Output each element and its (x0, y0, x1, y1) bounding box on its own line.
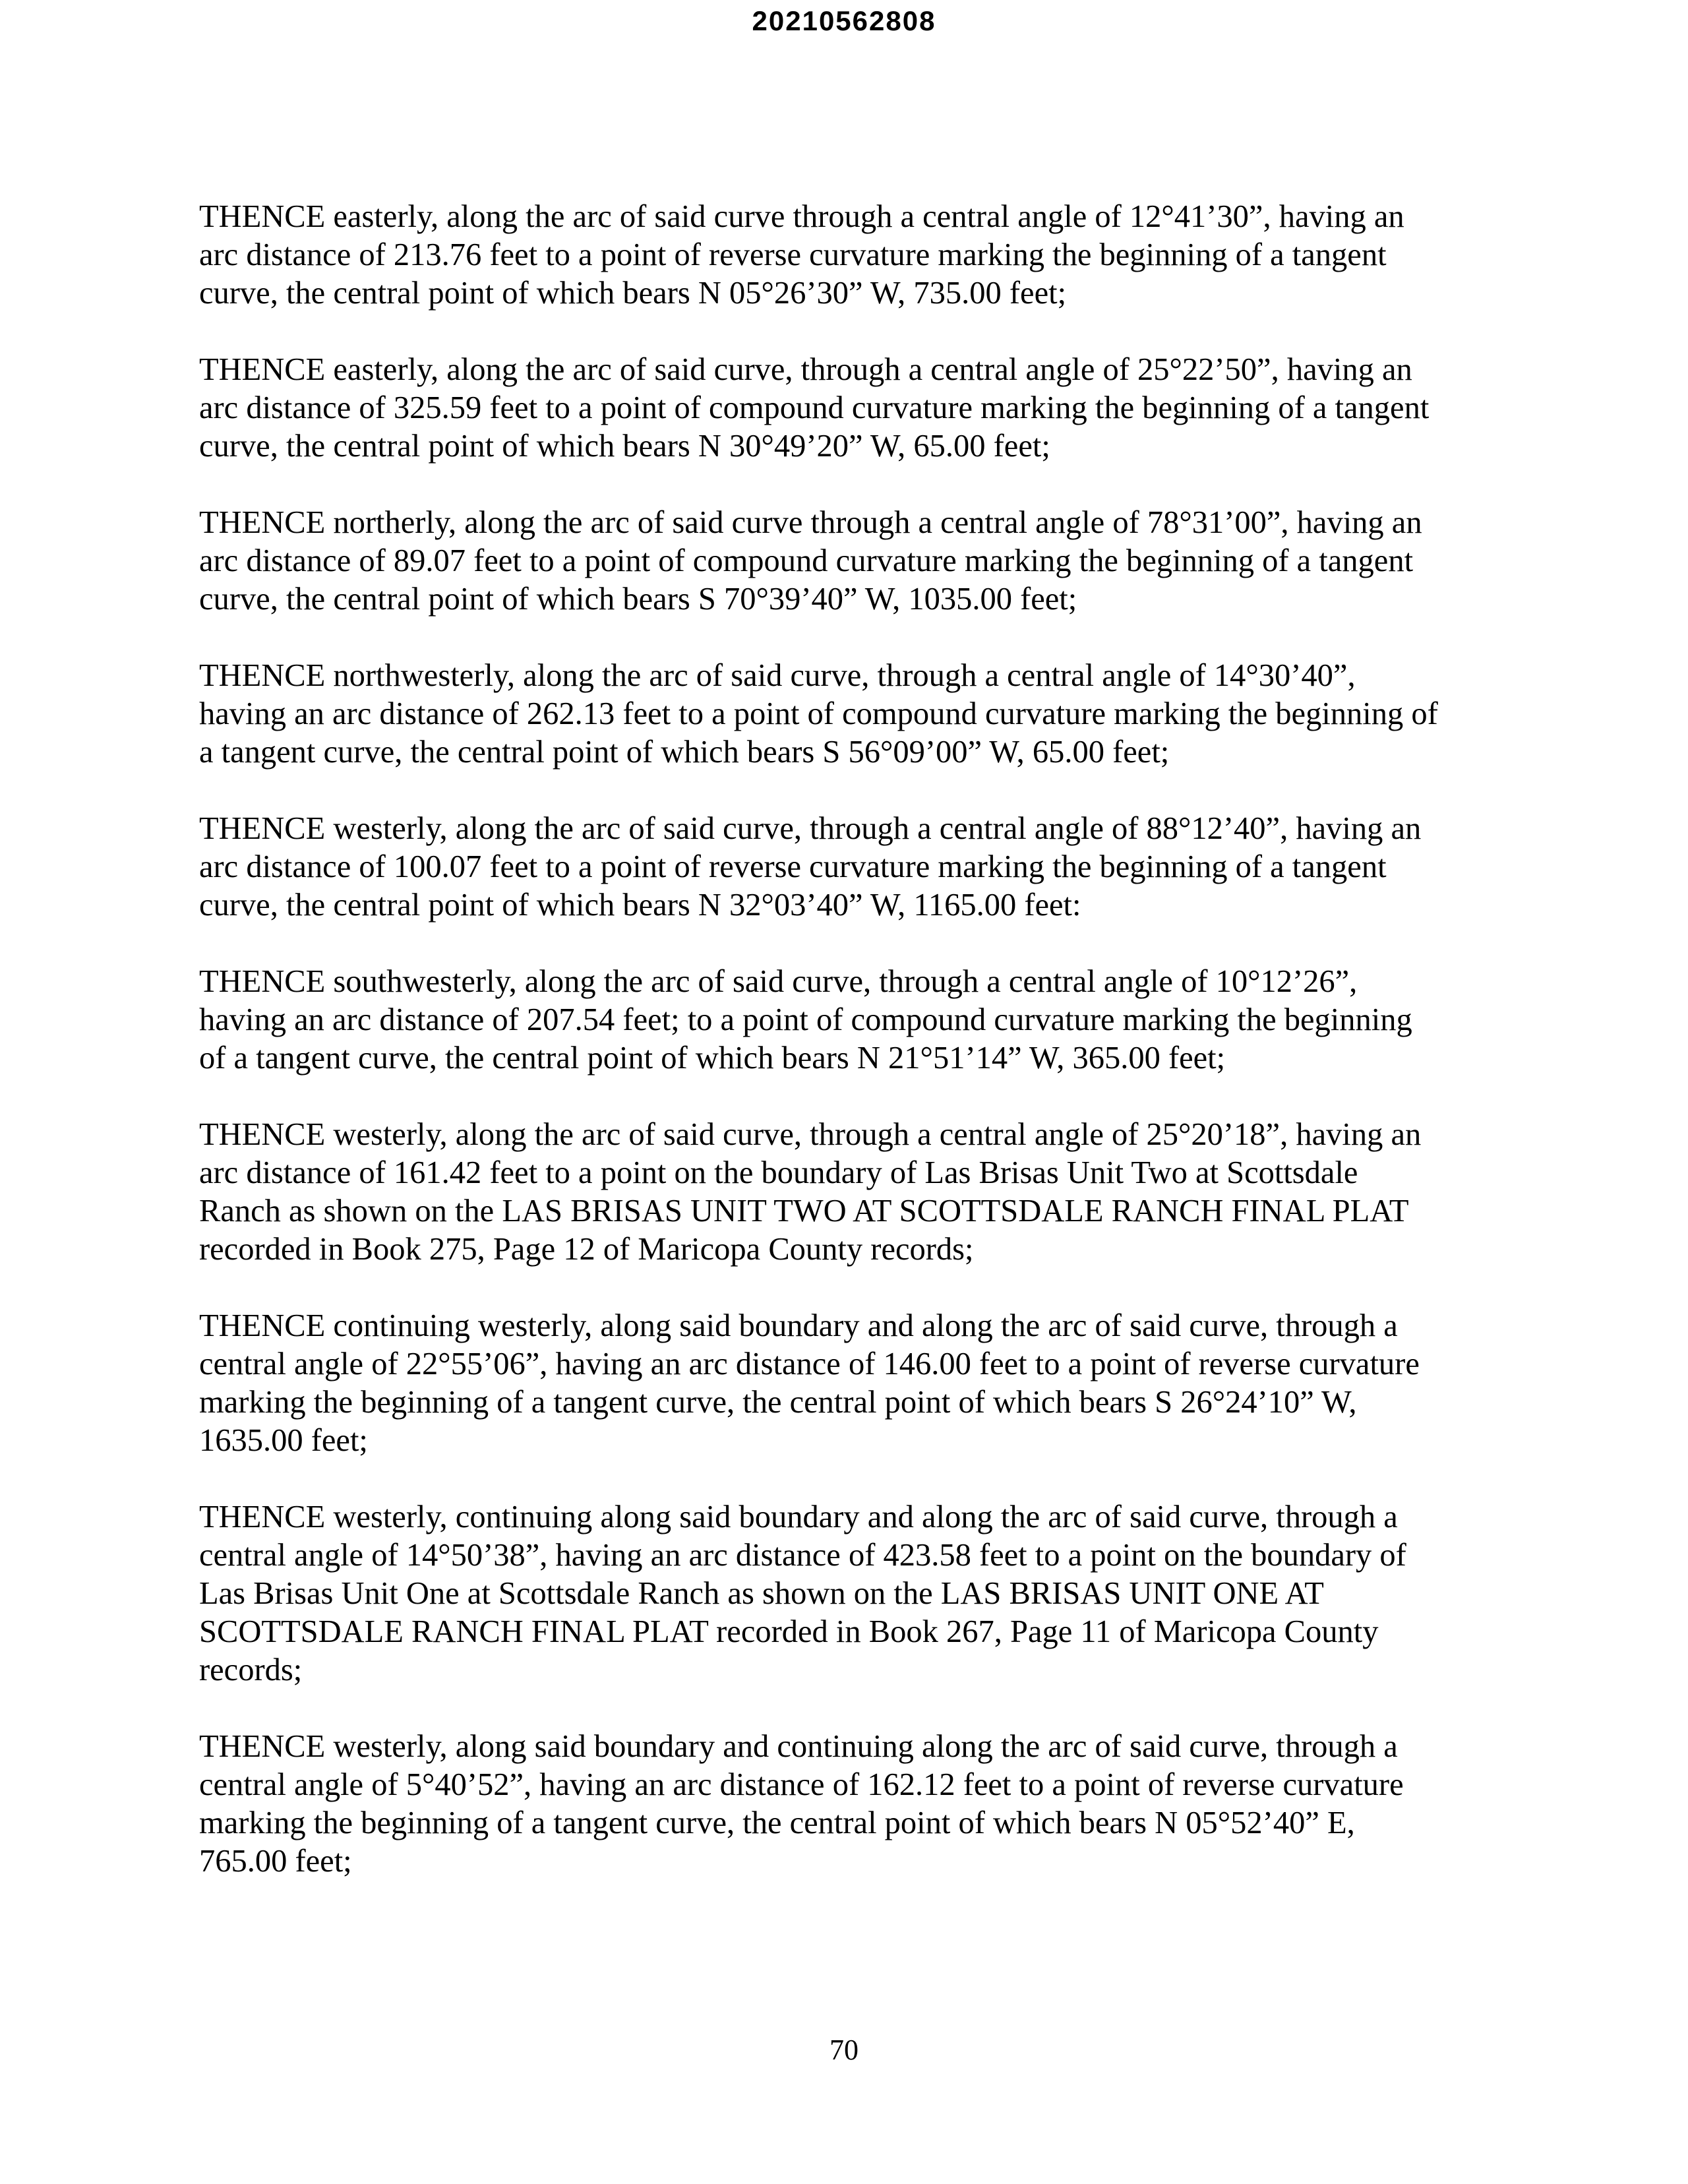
thence-paragraph (199, 504, 1492, 619)
text-line: Las Brisas Unit One at Scottsdale Ranch as shown on the LAS BRISAS UNIT ONE AT (199, 1576, 1324, 1611)
text-line: marking the beginning of a tangent curve, the central point of which bears S 26°24’10” W, (199, 1385, 1357, 1420)
text-line: SCOTTSDALE RANCH FINAL PLAT recorded in Book 267, Page 11 of Maricopa County (199, 1614, 1379, 1649)
text-line: 1635.00 feet; (199, 1423, 368, 1458)
text-line: THENCE easterly, along the arc of said curve through a central angle of 12°41’30”, having an (199, 199, 1404, 234)
text-line: arc distance of 213.76 feet to a point of reverse curvature marking the beginning of a tangent (199, 237, 1387, 272)
text-line: Ranch as shown on the LAS BRISAS UNIT TWO AT SCOTTSDALE RANCH FINAL PLAT (199, 1194, 1409, 1228)
text-line: central angle of 5°40’52”, having an arc distance of 162.12 feet to a point of reverse curvature (199, 1767, 1404, 1802)
text-line: curve, the central point of which bears S 70°39’40” W, 1035.00 feet; (199, 582, 1077, 617)
text-line: THENCE southwesterly, along the arc of said curve, through a central angle of 10°12’26”, (199, 964, 1358, 999)
text-line: THENCE easterly, along the arc of said curve, through a central angle of 25°22’50”, having an (199, 352, 1412, 387)
text-line: THENCE westerly, along the arc of said curve, through a central angle of 25°20’18”, having an (199, 1117, 1422, 1152)
thence-paragraph (199, 1116, 1492, 1269)
text-line: curve, the central point of which bears N 05°26’30” W, 735.00 feet; (199, 276, 1067, 311)
text-line: THENCE westerly, continuing along said boundary and along the arc of said curve, through a (199, 1500, 1398, 1534)
document-number: 20210562808 (752, 5, 936, 36)
text-line: THENCE northwesterly, along the arc of said curve, through a central angle of 14°30’40”, (199, 658, 1356, 693)
text-line: THENCE northerly, along the arc of said curve through a central angle of 78°31’00”, having an (199, 505, 1422, 540)
thence-paragraph (199, 198, 1492, 313)
thence-paragraph (199, 1498, 1492, 1689)
thence-paragraph (199, 351, 1492, 466)
text-line: THENCE westerly, along the arc of said curve, through a central angle of 88°12’40”, having an (199, 811, 1422, 846)
text-line: arc distance of 325.59 feet to a point of compound curvature marking the beginning of a tangent (199, 390, 1430, 425)
text-line: arc distance of 89.07 feet to a point of compound curvature marking the beginning of a tangent (199, 543, 1414, 578)
page-number: 70 (829, 2034, 859, 2066)
thence-paragraph (199, 963, 1492, 1077)
text-line: 765.00 feet; (199, 1844, 352, 1879)
text-line: arc distance of 100.07 feet to a point of reverse curvature marking the beginning of a tangent (199, 849, 1387, 884)
text-line: records; (199, 1653, 303, 1687)
thence-paragraph (199, 657, 1492, 772)
legal-description-body (199, 198, 1492, 1919)
text-line: THENCE continuing westerly, along said boundary and along the arc of said curve, through a (199, 1308, 1398, 1343)
thence-paragraph (199, 1307, 1492, 1460)
text-line: curve, the central point of which bears N 30°49’20” W, 65.00 feet; (199, 429, 1050, 464)
text-line: arc distance of 161.42 feet to a point on the boundary of Las Brisas Unit Two at Scottsdale (199, 1155, 1358, 1190)
text-line: recorded in Book 275, Page 12 of Maricopa County records; (199, 1232, 974, 1267)
text-line: a tangent curve, the central point of which bears S 56°09’00” W, 65.00 feet; (199, 735, 1170, 770)
text-line: central angle of 14°50’38”, having an arc distance of 423.58 feet to a point on the boundary of (199, 1538, 1406, 1573)
text-line: central angle of 22°55’06”, having an arc distance of 146.00 feet to a point of reverse curvature (199, 1347, 1420, 1381)
thence-paragraph (199, 810, 1492, 925)
text-line: curve, the central point of which bears N 32°03’40” W, 1165.00 feet: (199, 888, 1081, 923)
text-line: THENCE westerly, along said boundary and continuing along the arc of said curve, through a (199, 1729, 1398, 1764)
text-line: marking the beginning of a tangent curve, the central point of which bears N 05°52’40” E, (199, 1805, 1355, 1840)
text-line: having an arc distance of 262.13 feet to a point of compound curvature marking the beginning of (199, 696, 1438, 731)
text-line: having an arc distance of 207.54 feet; to a point of compound curvature marking the beginning (199, 1002, 1412, 1037)
thence-paragraph (199, 1728, 1492, 1881)
text-line: of a tangent curve, the central point of which bears N 21°51’14” W, 365.00 feet; (199, 1041, 1226, 1076)
